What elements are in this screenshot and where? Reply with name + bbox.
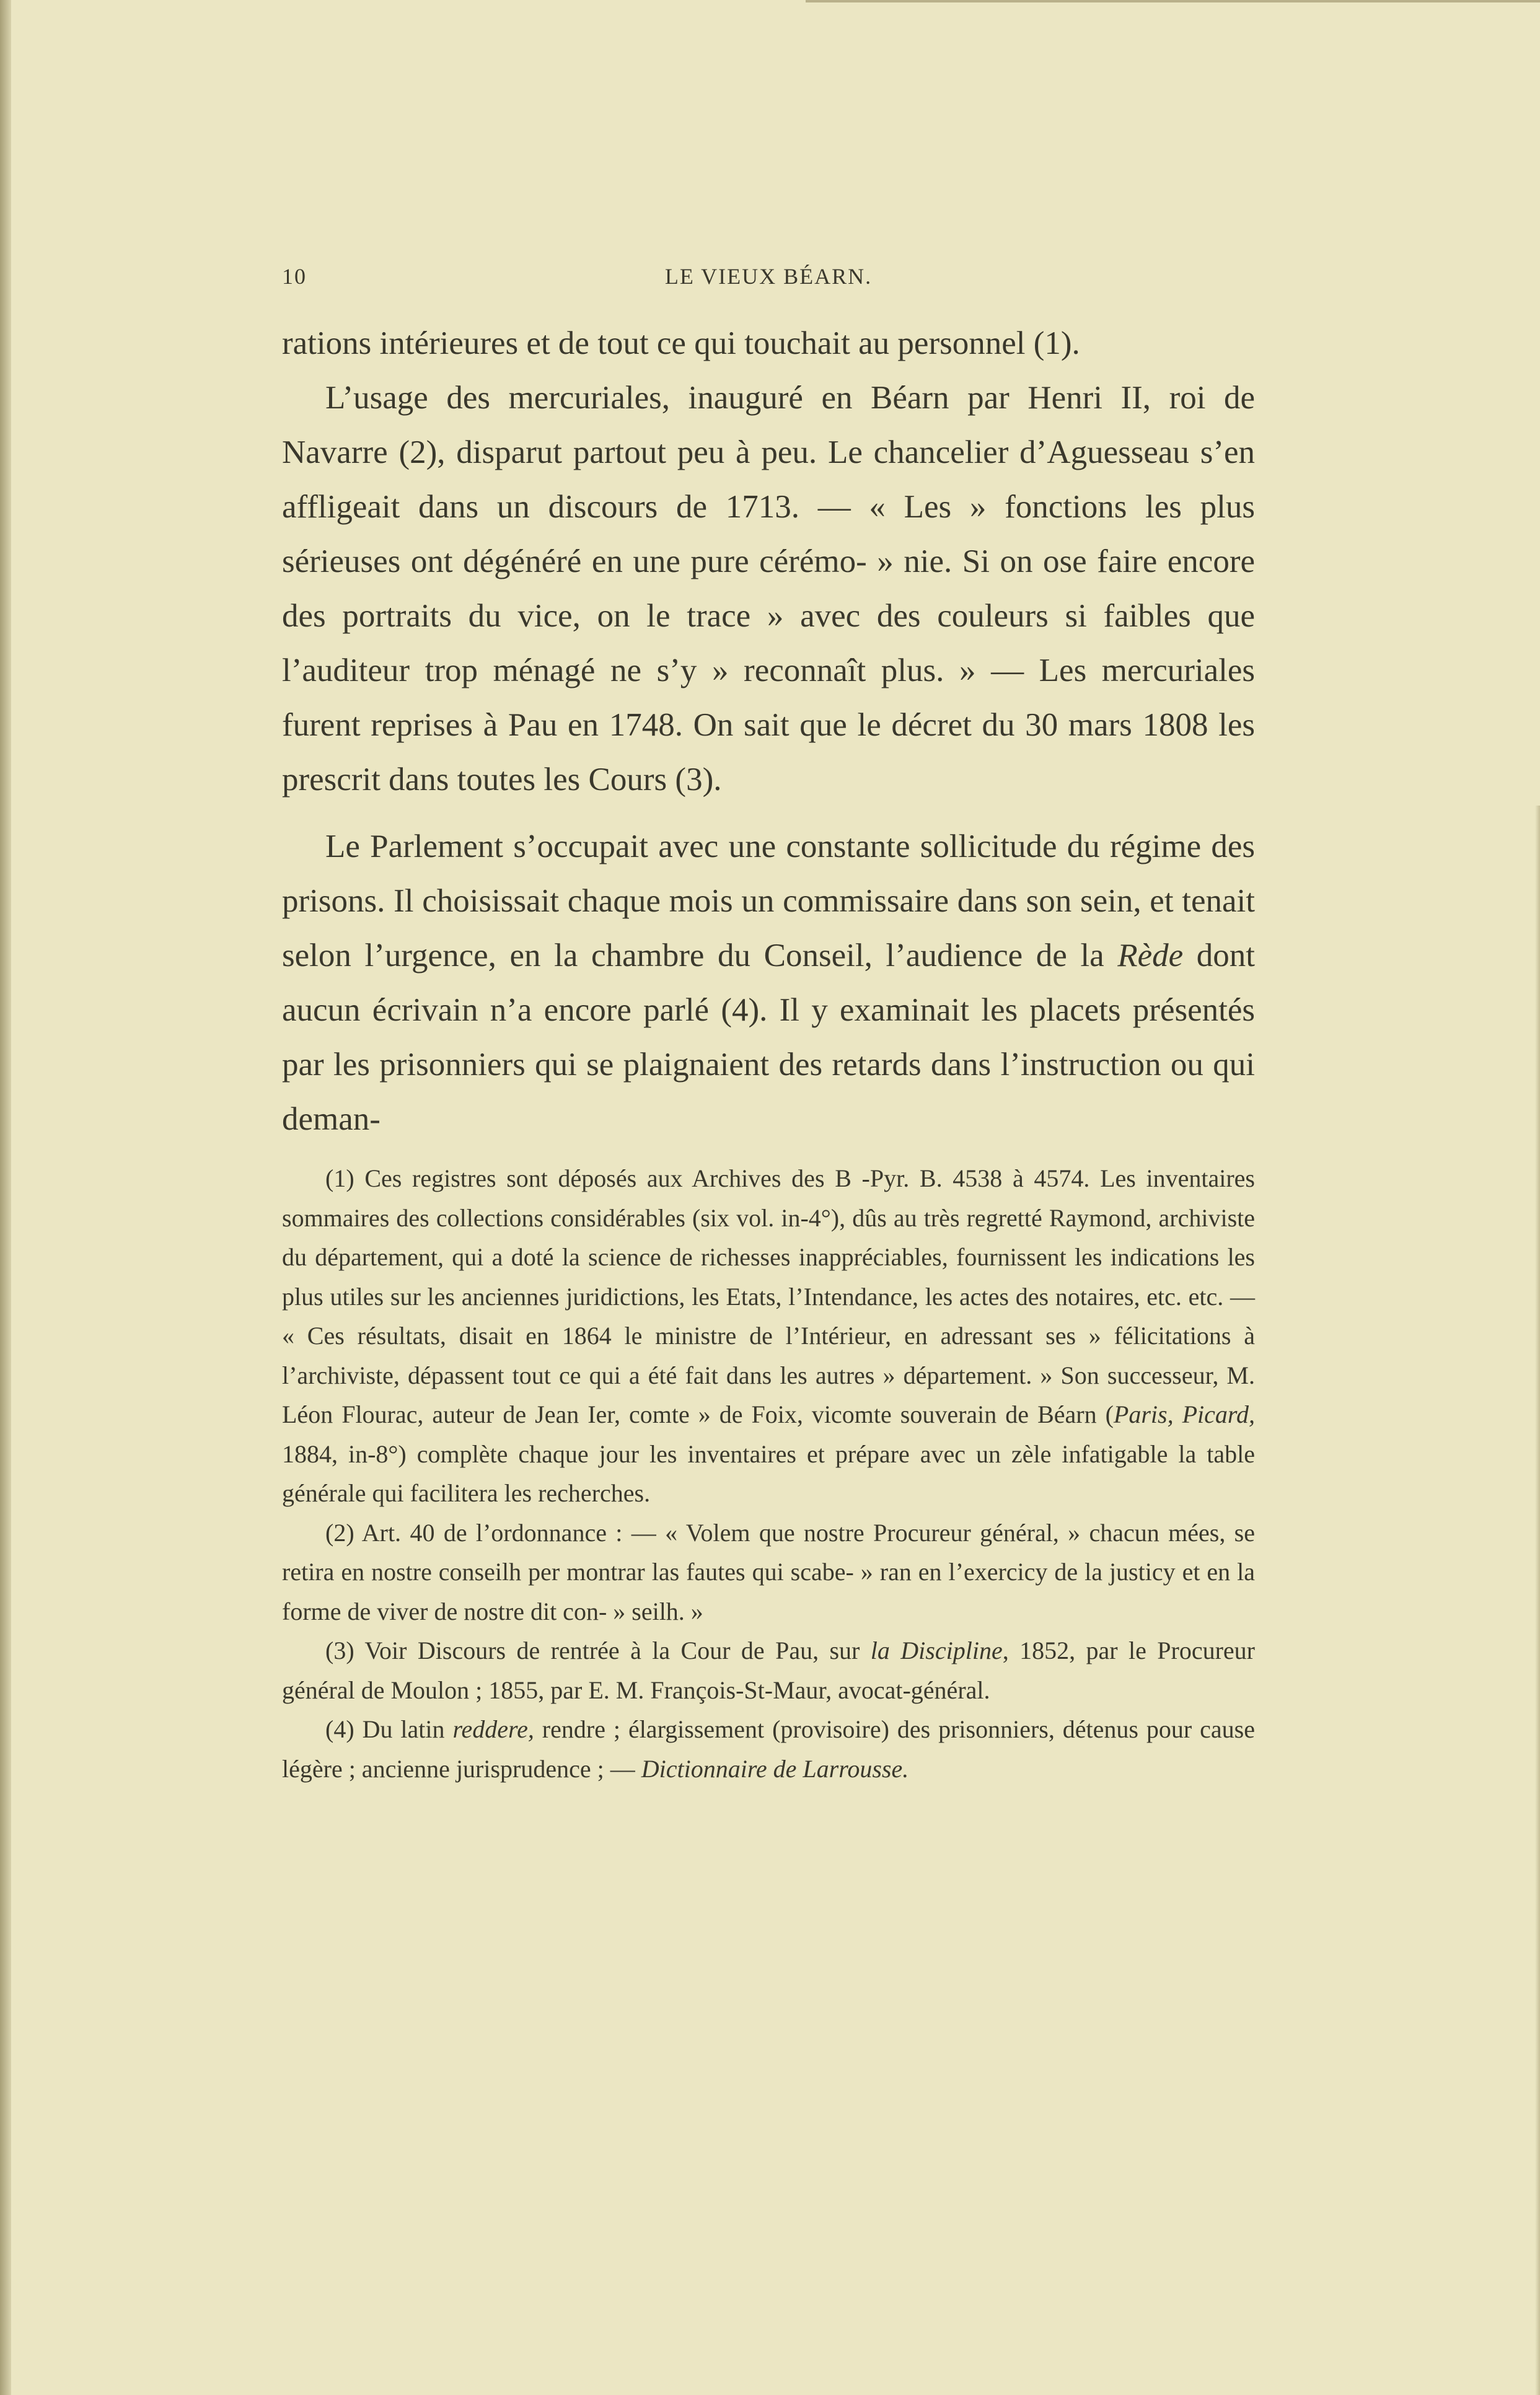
- footnote-4-part-2: rendre ; élargissement (provisoire) des prisonniers, détenus pour cause légère ; ancienne jurisprudence ; —: [282, 1715, 1255, 1783]
- term-rede: Rède: [1117, 938, 1184, 973]
- main-text: [282, 316, 1255, 1146]
- footnote-4-dictionary: Dictionnaire de Larrousse.: [641, 1754, 909, 1783]
- paragraph-prisons-part-1: Le Parlement s’occupait avec une constante sollicitude du régime des prisons. Il choisissait chaque mois un commissaire dans son sein, et tenait selon l’urgence, en la chambre du Conseil, l’audience de la: [282, 828, 1255, 973]
- footnote-4: [282, 1710, 1255, 1788]
- page-edge-left: [0, 0, 11, 2395]
- footnote-1-part-2: 1884, in-8°) complète chaque jour les inventaires et prépare avec un zèle infatigable la table générale qui facilitera les recherches.: [282, 1439, 1255, 1507]
- footnotes: [282, 1159, 1255, 1788]
- paragraph-prisons: [282, 819, 1255, 1146]
- footnote-1: [282, 1159, 1255, 1513]
- footnote-2: (2) Art. 40 de l’ordonnance : — « Volem que nostre Procureur général, » chacun mées, se retira en nostre conseilh per montrar las fautes qui scabe- » ran en l’exercicy de la justicy et en la forme de viver de nostre dit con- » seilh. »: [282, 1518, 1255, 1625]
- page-edge-top: [806, 0, 1540, 2]
- footnote-3-part-1: (3) Voir Discours de rentrée à la Cour de Pau, sur: [325, 1637, 871, 1664]
- paragraph-continued: rations intérieures et de tout ce qui touchait au personnel (1).: [282, 325, 1080, 361]
- running-title: LE VIEUX BÉARN.: [664, 264, 873, 289]
- footnote-4-latin: reddere,: [452, 1715, 534, 1743]
- page-number: 10: [282, 264, 307, 289]
- paragraph-prisons-part-2: dont aucun écrivain n’a encore parlé (4). Il y examinait les placets présentés par les prisonniers qui se plaignaient des retards dans l’instruction ou qui deman-: [282, 938, 1255, 1137]
- page-edge-right: [1535, 806, 1540, 2395]
- footnote-3: [282, 1631, 1255, 1710]
- running-head: [282, 263, 1255, 294]
- paragraph-mercuriales: L’usage des mercuriales, inauguré en Béarn par Henri II, roi de Navarre (2), disparut partout peu à peu. Le chancelier d’Aguesseau s’en affligeait dans un discours de 1713. — « Les » fonctions les plus sérieuses ont dégénéré en une pure cérémo- » nie. Si on ose faire encore des portraits du vice, on le trace » avec des couleurs si faibles que l’auditeur trop ménagé ne s’y » reconnaît plus. » — Les mercuriales furent reprises à Pau en 1748. On sait que le décret du 30 mars 1808 les prescrit dans toutes les Cours (3).: [282, 380, 1255, 798]
- footnote-3-title: la Discipline: [870, 1637, 1003, 1664]
- footnote-1-part-1: (1) Ces registres sont déposés aux Archives des B -Pyr. B. 4538 à 4574. Les inventaires sommaires des collections considérables (six vol. in-4°), dûs au très regretté Raymond, archiviste du département, qui a doté la science de richesses inappréciables, fournissent les indications les plus utiles sur les anciennes juridictions, les Etats, l’Intendance, les actes des notaires, etc. etc. — « Ces résultats, disait en 1864 le ministre de l’Intérieur, en adressant ses » félicitations à l’archiviste, dépassent tout ce qui a été fait dans les autres » département. » Son successeur, M. Léon Flourac, auteur de Jean Ier, comte » de Foix, vicomte souverain de Béarn (: [282, 1164, 1255, 1428]
- footnote-3-part-2: , 1852, par le Procureur général de Moulon ; 1855, par E. M. François-St-Maur, avocat-général.: [282, 1637, 1255, 1704]
- footnote-1-publisher: Paris, Picard,: [1113, 1400, 1255, 1428]
- footnote-4-part-1: (4) Du latin: [325, 1715, 453, 1743]
